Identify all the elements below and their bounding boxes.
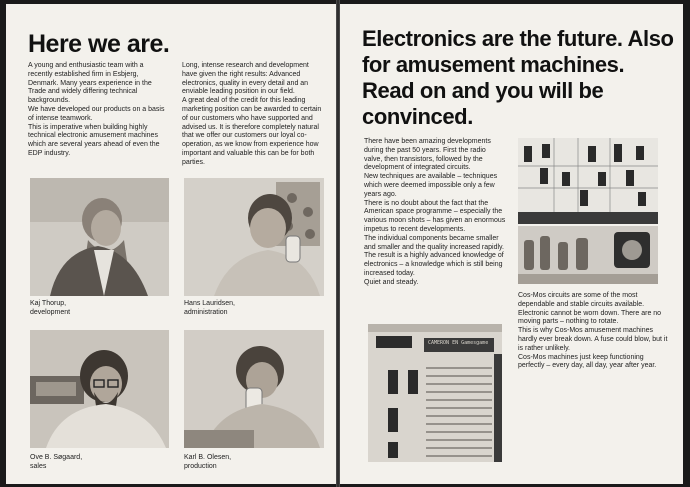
paragraph: New techniques are available – techniques which were deemed impossible only a few years ago. [364,173,498,198]
right-cosmos-column [518,292,668,371]
paragraph: Long, intense research and development have given the right results: Advanced electronics, quality in every detail and an enviable leading position in our field. [182,62,309,96]
caption-ove-sogaard [30,454,82,471]
paragraph: This is imperative when building highly technical electronic amusement machines which are several years ahead of even the EDP industry. [28,123,160,157]
paragraph: A great deal of the credit for this leading marketing position can be awarded to certain of our customers who have supported and advised us. It is therefore completely natural that we offer our customers our loyal co-operation, as we know from experience how important and valuable this can be for both parties. [182,97,322,166]
person-name: Kaj Thorup, [30,300,67,307]
paragraph: The individual components became smaller and smaller and the quality increased rapidly. The result is a highly advanced knowledge of electronics – a knowledge which is still being increased today. [364,234,504,277]
person-role: sales [30,462,47,470]
left-intro-column [28,62,168,159]
caption-kaj-thorup [30,300,70,317]
components-photo [518,226,658,284]
paragraph: Electronic cannot be worn down. There are no moving parts – nothing to rotate. [518,309,662,326]
person-role: administration [184,308,228,316]
person-role: production [184,462,217,470]
caption-karl-olesen [184,454,231,471]
portrait-photo-hans-lauridsen [184,178,324,296]
portrait-photo-ove-sogaard [30,330,169,448]
printed-circuit-board-photo [368,324,502,462]
paragraph: There is no doubt about the fact that the American space programme – especially the various moon shots – has given an enormous impetus to recent developments. [364,199,506,233]
portrait-photo-kaj-thorup [30,178,169,296]
person-name: Karl B. Olesen, [184,454,232,461]
left-page-heading: Here we are. [28,30,170,58]
paragraph: We have developed our products on a basis of intense teamwork. [28,105,165,122]
person-name: Hans Lauridsen, [184,300,235,307]
person-role: development [30,308,71,316]
paragraph: Cos-Mos machines just keep functioning perfectly – every day, all day, year after year. [518,353,657,370]
paragraph: Cos-Mos circuits are some of the most dependable and stable circuits available. [518,292,645,308]
right-history-column [364,138,506,288]
paragraph: Quiet and steady. [364,278,419,286]
right-page [340,4,683,484]
person-name: Ove B. Søgaard, [30,454,83,461]
right-page-heading: Electronics are the future. Also for amusement machines. Read on and you will be convinced. [362,26,674,129]
portrait-photo-karl-olesen [184,330,324,448]
circuit-board-photo [518,138,658,224]
board-label: CAMERON EN Gamesgame [428,340,489,346]
paragraph: There have been amazing developments during the past 50 years. First the radio valve, then transistors, followed by the development of integrated circuits. [364,138,491,172]
left-research-column [182,62,324,168]
paragraph: A young and enthusiastic team with a recently established firm in Esbjerg, Denmark. Many years experience in the Trade and widely differing technical backgrounds. [28,62,152,105]
caption-hans-lauridsen [184,300,235,317]
paragraph: This is why Cos-Mos amusement machines hardly ever break down. A fuse could blow, but it is rather unlikely. [518,327,668,352]
left-page [6,4,336,484]
